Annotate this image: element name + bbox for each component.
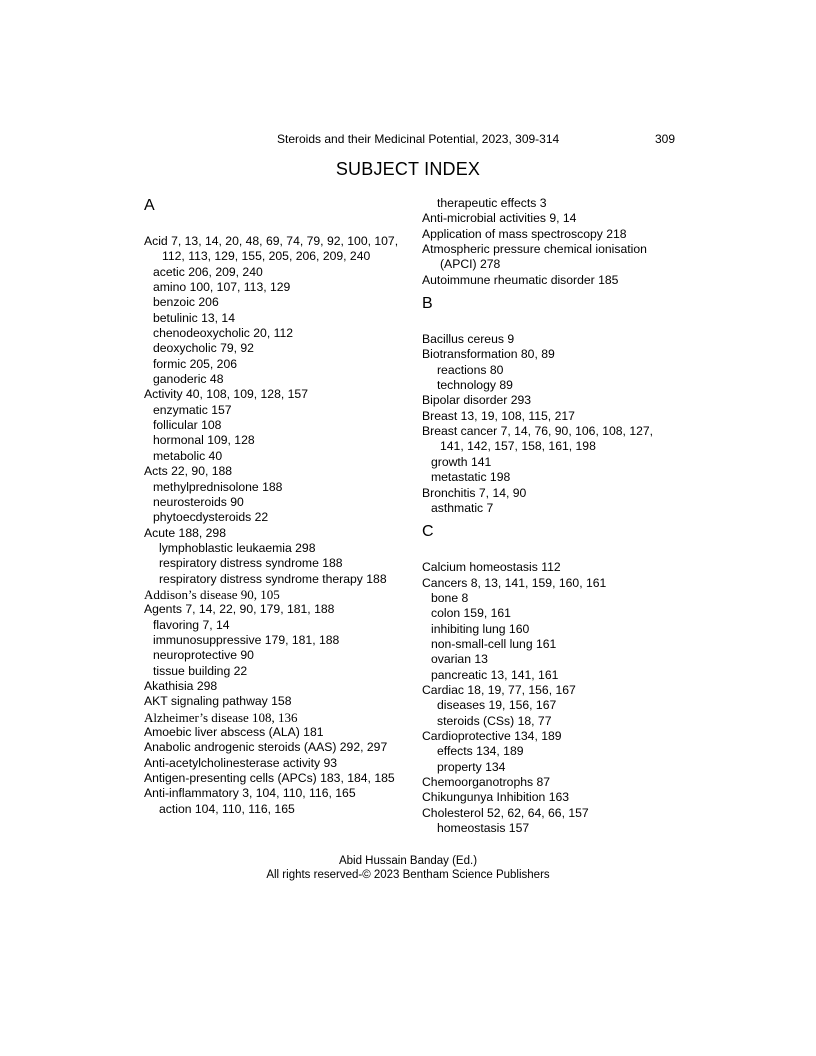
index-entry: Cardiac 18, 19, 77, 156, 167 bbox=[422, 682, 576, 697]
index-subentry: homeostasis 157 bbox=[437, 821, 530, 836]
index-entry: Bronchitis 7, 14, 90 bbox=[422, 485, 527, 500]
index-entry: Akathisia 298 bbox=[144, 678, 218, 693]
index-entry: Anti-microbial activities 9, 14 bbox=[422, 211, 577, 226]
index-entry: Acute 188, 298 bbox=[144, 525, 226, 540]
index-column-left bbox=[144, 196, 414, 817]
index-subentry: deoxycholic 79, 92 bbox=[153, 341, 254, 356]
index-subentry: steroids (CSs) 18, 77 bbox=[437, 713, 552, 728]
index-subentry: neuroprotective 90 bbox=[153, 648, 254, 663]
index-subentry: methylprednisolone 188 bbox=[153, 479, 283, 494]
index-subentry: effects 134, 189 bbox=[437, 744, 524, 759]
index-entry: Autoimmune rheumatic disorder 185 bbox=[422, 272, 619, 287]
section-letter: A bbox=[144, 197, 155, 214]
index-entry: Cancers 8, 13, 141, 159, 160, 161 bbox=[422, 575, 607, 590]
index-entry: Antigen-presenting cells (APCs) 183, 184, 185 bbox=[144, 771, 395, 786]
footer-rights: All rights reserved-© 2023 Bentham Science Publishers bbox=[266, 869, 550, 881]
index-entry: Chemoorganotrophs 87 bbox=[422, 775, 551, 789]
index-subentry: respiratory distress syndrome therapy 188 bbox=[159, 571, 387, 586]
index-entry: Anabolic androgenic steroids (AAS) 292, 297 bbox=[144, 740, 388, 755]
index-subentry: ovarian 13 bbox=[431, 652, 488, 667]
index-subentry: formic 205, 206 bbox=[153, 356, 238, 371]
index-entry: Amoebic liver abscess (ALA) 181 bbox=[144, 725, 324, 739]
index-entry: Bacillus cereus 9 bbox=[422, 332, 515, 347]
page-number: 309 bbox=[655, 132, 676, 146]
index-entry: Addison’s disease 90, 105 bbox=[144, 586, 280, 602]
index-subentry: inhibiting lung 160 bbox=[431, 621, 530, 636]
index-subentry: lymphoblastic leukaemia 298 bbox=[159, 540, 316, 555]
index-subentry: phytoecdysteroids 22 bbox=[153, 510, 269, 525]
index-subentry: acetic 206, 209, 240 bbox=[153, 264, 263, 279]
index-entry: Cholesterol 52, 62, 64, 66, 157 bbox=[422, 805, 589, 820]
index-subentry: benzoic 206 bbox=[153, 295, 219, 310]
index-subentry: non-small-cell lung 161 bbox=[431, 636, 557, 651]
page-title: SUBJECT INDEX bbox=[335, 159, 481, 179]
page-footer bbox=[0, 854, 816, 882]
index-subentry: asthmatic 7 bbox=[431, 500, 494, 515]
index-subentry: tissue building 22 bbox=[153, 663, 248, 678]
index-subentry: diseases 19, 156, 167 bbox=[437, 698, 557, 713]
running-title: Steroids and their Medicinal Potential, 2023, 309-314 bbox=[277, 132, 560, 146]
index-subentry: amino 100, 107, 113, 129 bbox=[153, 280, 291, 295]
index-subentry: respiratory distress syndrome 188 bbox=[159, 556, 343, 571]
footer-editor: Abid Hussain Banday (Ed.) bbox=[338, 855, 478, 867]
index-entry: Alzheimer’s disease 108, 136 bbox=[144, 709, 298, 725]
index-entry: Breast cancer 7, 14, 76, 90, 106, 108, 127, 141, 142, 157, 158, 161, 198 bbox=[422, 424, 654, 454]
index-entry: Activity 40, 108, 109, 128, 157 bbox=[144, 387, 308, 402]
index-entry: Chikungunya Inhibition 163 bbox=[422, 790, 570, 805]
index-subentry: technology 89 bbox=[437, 378, 513, 393]
index-subentry: therapeutic effects 3 bbox=[437, 196, 547, 210]
index-entry: Anti-acetylcholinesterase activity 93 bbox=[144, 755, 338, 770]
index-entry: Anti-inflammatory 3, 104, 110, 116, 165 bbox=[144, 786, 356, 801]
index-entry: Calcium homeostasis 112 bbox=[422, 560, 561, 575]
index-subentry: hormonal 109, 128 bbox=[153, 433, 255, 448]
index-column-right bbox=[422, 196, 682, 836]
index-subentry: betulinic 13, 14 bbox=[153, 310, 235, 325]
index-subentry: follicular 108 bbox=[153, 418, 222, 433]
index-entry: Atmospheric pressure chemical ionisation (APCI) 278 bbox=[422, 242, 647, 272]
index-subentry: ganoderic 48 bbox=[153, 372, 224, 387]
index-subentry: chenodeoxycholic 20, 112 bbox=[153, 326, 294, 341]
index-subentry: enzymatic 157 bbox=[153, 402, 232, 417]
index-entry: Application of mass spectroscopy 218 bbox=[422, 226, 627, 241]
index-subentry: action 104, 110, 116, 165 bbox=[159, 801, 295, 816]
running-header bbox=[0, 132, 816, 148]
section-letter: B bbox=[422, 295, 433, 313]
index-subentry: reactions 80 bbox=[437, 362, 504, 377]
index-entry: Breast 13, 19, 108, 115, 217 bbox=[422, 408, 575, 423]
index-entry: AKT signaling pathway 158 bbox=[144, 694, 292, 709]
index-entry: Cardioprotective 134, 189 bbox=[422, 728, 562, 743]
index-subentry: neurosteroids 90 bbox=[153, 494, 244, 509]
index-subentry: metabolic 40 bbox=[153, 448, 223, 463]
index-entry: Biotransformation 80, 89 bbox=[422, 347, 555, 362]
index-subentry: growth 141 bbox=[431, 454, 492, 469]
index-entry: Bipolar disorder 293 bbox=[422, 393, 532, 408]
index-subentry: bone 8 bbox=[431, 590, 469, 605]
index-entry: Acts 22, 90, 188 bbox=[144, 464, 233, 479]
index-entry: Agents 7, 14, 22, 90, 179, 181, 188 bbox=[144, 602, 335, 617]
index-subentry: flavoring 7, 14 bbox=[153, 617, 230, 632]
index-subentry: colon 159, 161 bbox=[431, 606, 511, 621]
section-letter: C bbox=[422, 523, 434, 541]
index-subentry: property 134 bbox=[437, 759, 506, 774]
index-subentry: metastatic 198 bbox=[431, 470, 511, 485]
index-entry: Acid 7, 13, 14, 20, 48, 69, 74, 79, 92, 100, 107, 112, 113, 129, 155, 205, 206, 209, 240 bbox=[144, 234, 399, 264]
index-subentry: pancreatic 13, 141, 161 bbox=[431, 667, 559, 682]
index-subentry: immunosuppressive 179, 181, 188 bbox=[153, 632, 340, 647]
